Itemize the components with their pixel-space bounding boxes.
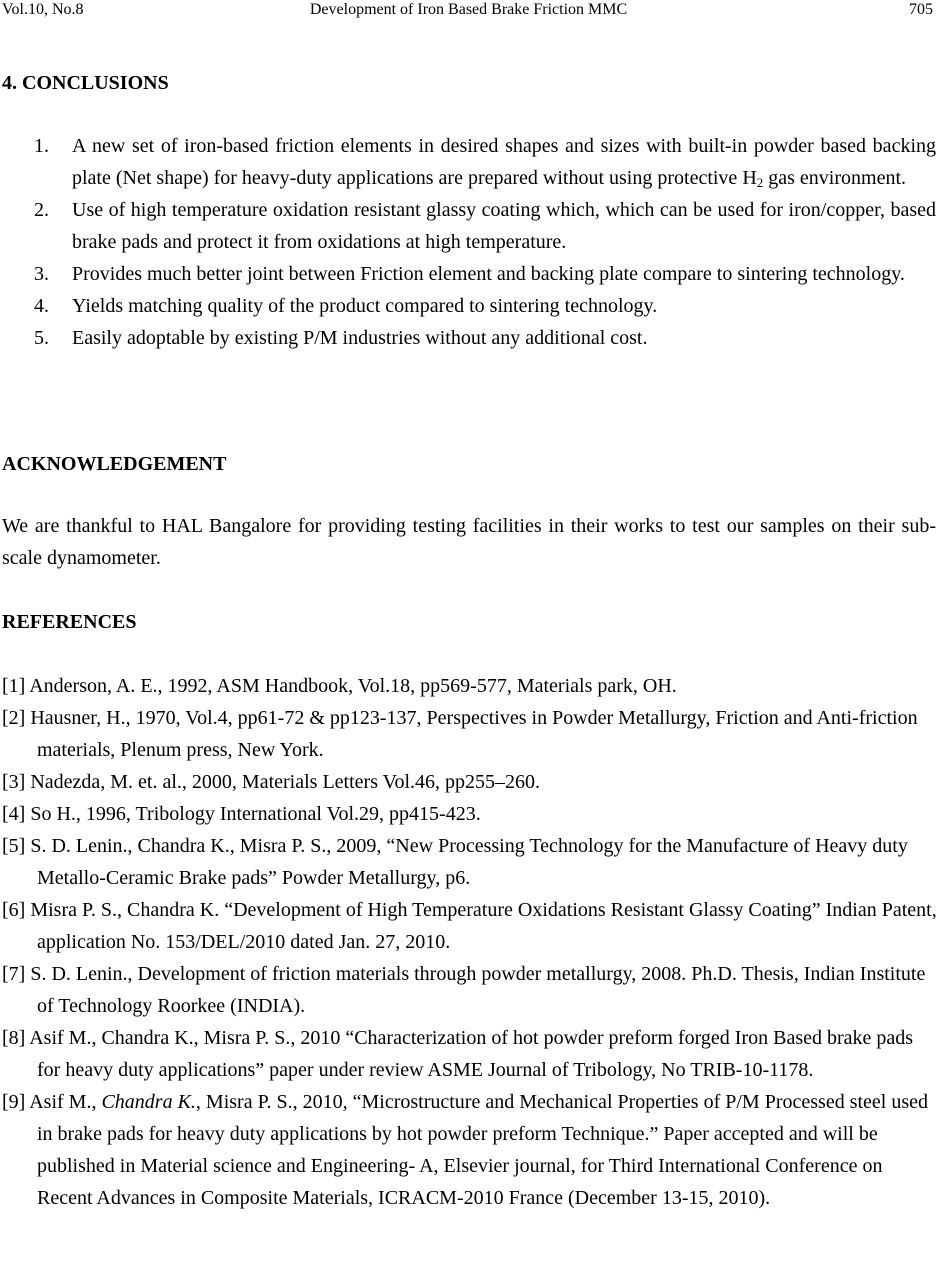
conclusion-text: Use of high temperature oxidation resistant glassy coating which, which can be used for iron/copper, based brake pads and protect it from oxidations at high temperature.: [72, 199, 936, 253]
conclusions-heading: 4. CONCLUSIONS: [2, 72, 169, 94]
reference-item: [8] Asif M., Chandra K., Misra P. S., 2010 “Characterization of hot powder preform forged Iron Based brake pads for heavy duty applications” paper under review ASME Journal of Tribology, No TRIB-10-1178.: [2, 1027, 914, 1081]
subscript: 2: [756, 175, 764, 190]
conclusion-item: [0, 194, 936, 258]
conclusion-item: [0, 130, 936, 194]
page-number: 705: [909, 1, 933, 18]
conclusion-text: Yields matching quality of the product compared to sintering technology.: [72, 295, 658, 317]
conclusion-number: 3.: [34, 263, 49, 285]
reference-item: [6] Misra P. S., Chandra K. “Development of High Temperature Oxidations Resistant Glassy Coating” Indian Patent, application No. 153/DEL/2010 dated Jan. 27, 2010.: [2, 899, 937, 953]
reference-item: [5] S. D. Lenin., Chandra K., Misra P. S., 2009, “New Processing Technology for the Manufacture of Heavy duty Metallo-Ceramic Brake pads” Powder Metallurgy, p6.: [2, 835, 908, 889]
references-heading: REFERENCES: [2, 611, 137, 633]
references-list: [0, 670, 937, 1214]
running-header: [0, 0, 937, 22]
conclusion-number: 2.: [34, 199, 49, 221]
conclusion-text: Provides much better joint between Friction element and backing plate compare to sintering technology.: [72, 263, 905, 285]
italic-author: Chandra K.: [101, 1091, 196, 1113]
conclusion-number: 5.: [34, 327, 49, 349]
conclusion-item: [0, 290, 936, 322]
reference-item: [4] So H., 1996, Tribology International Vol.29, pp415-423.: [2, 803, 481, 825]
reference-item: [2] Hausner, H., 1970, Vol.4, pp61-72 & pp123-137, Perspectives in Powder Metallurgy, Friction and Anti-friction materials, Plenum press, New York.: [2, 707, 918, 761]
reference-item: [9] Asif M., Chandra K., Misra P. S., 2010, “Microstructure and Mechanical Properties of P/M Processed steel used in brake pads for heavy duty applications by hot powder preform Technique.” Paper accepted and will be published in Material science and Engineering- A, Elsevier journal, for Third International Conference on Recent Advances in Composite Materials, ICRACM-2010 France (December 13-15, 2010).: [2, 1091, 929, 1209]
conclusion-text: A new set of iron-based friction elements in desired shapes and sizes with built-in powder based backing plate (Net shape) for heavy-duty applications are prepared without using protective $H_2$ gas environment.: [72, 135, 936, 190]
conclusion-text: Easily adoptable by existing P/M industries without any additional cost.: [72, 327, 648, 349]
acknowledgement-text: We are thankful to HAL Bangalore for providing testing facilities in their works to test our samples on their sub-scale dynamometer.: [2, 515, 936, 569]
conclusion-item: [0, 322, 936, 354]
conclusion-item: [0, 258, 936, 290]
reference-item: [7] S. D. Lenin., Development of friction materials through powder metallurgy, 2008. Ph.D. Thesis, Indian Institute of Technology Roorkee (INDIA).: [2, 963, 926, 1017]
running-title: Development of Iron Based Brake Friction MMC: [309, 1, 628, 18]
conclusion-number: 1.: [34, 135, 49, 157]
reference-item: [1] Anderson, A. E., 1992, ASM Handbook, Vol.18, pp569-577, Materials park, OH.: [2, 675, 677, 697]
conclusion-number: 4.: [34, 295, 49, 317]
conclusions-list: [0, 130, 936, 354]
journal-volume: Vol.10, No.8: [2, 1, 84, 18]
reference-item: [3] Nadezda, M. et. al., 2000, Materials Letters Vol.46, pp255–260.: [2, 771, 541, 793]
acknowledgement-heading: ACKNOWLEDGEMENT: [2, 453, 227, 475]
